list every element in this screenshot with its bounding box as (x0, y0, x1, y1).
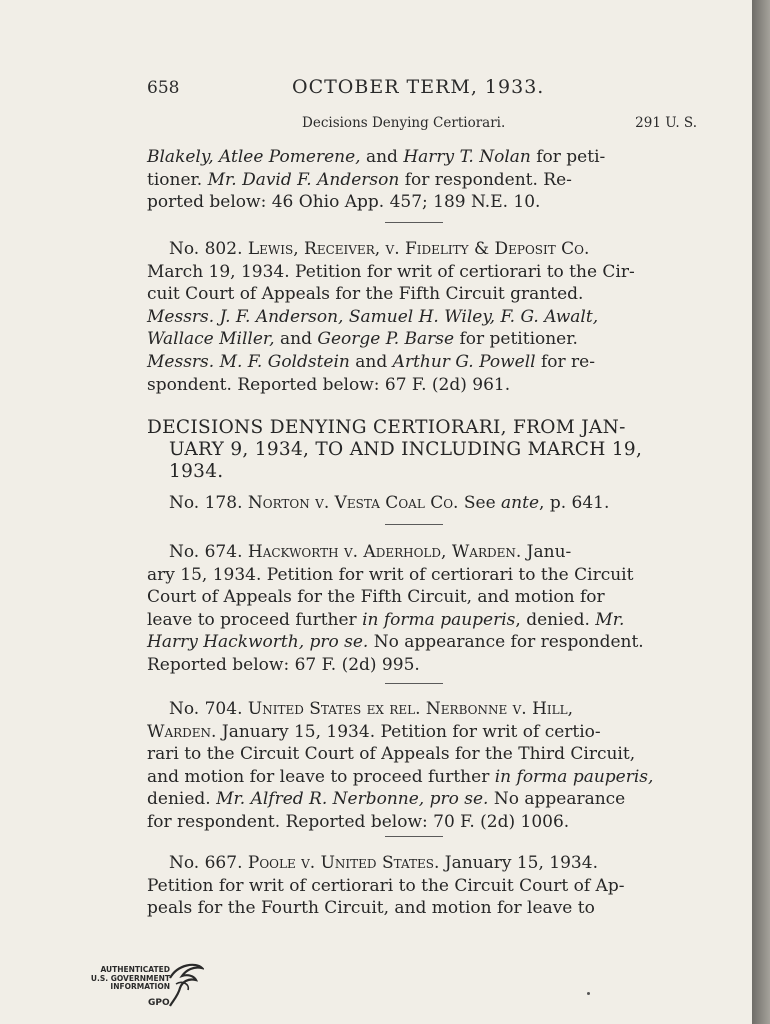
case-entry-178: No. 178. Norton v. Vesta Coal Co. See ante, p. 641. (169, 493, 610, 513)
case-entry-802: No. 802. Lewis, Receiver, v. Fidelity & Deposit Co. March 19, 1934. Petition for writ of certiorari to the Cir- cuit Court of Appeals for the Fifth Circuit granted. Messrs. J. F. Anderson, Samuel H. Wiley, F. G. Awalt, Wallace Miller, and George P. Barse for petitioner. Messrs. M. F. Goldstein and Arthur G. Powell for re- spondent. Reported below: 67 F. (2d) 961. (147, 239, 635, 395)
speck (587, 992, 590, 995)
paragraph-continuation: Blakely, Atlee Pomerene, and Harry T. Nolan for peti- tioner. Mr. David F. Anderson for respondent. Re- ported below: 46 Ohio App. 457; 189 N.E. 10. (147, 147, 606, 213)
eagle-icon (168, 962, 204, 1008)
divider (385, 222, 443, 223)
divider (385, 836, 443, 837)
page-number: 658 (147, 78, 180, 98)
running-header (147, 76, 697, 106)
volume-citation: 291 U. S. (635, 115, 697, 131)
term-title: OCTOBER TERM, 1933. (292, 76, 545, 98)
divider (385, 524, 443, 525)
page-edge (752, 0, 770, 1024)
section-heading: DECISIONS DENYING CERTIORARI, FROM JAN- UARY 9, 1934, TO AND INCLUDING MARCH 19, 1934. (147, 417, 643, 482)
running-subheader (147, 115, 697, 135)
case-entry-674: No. 674. Hackworth v. Aderhold, Warden. Janu- ary 15, 1934. Petition for writ of certiorari to the Circuit Court of Appeals for the Fifth Circuit, and motion for leave to proceed further in forma pauperis, denied. Mr. Harry Hackworth, pro se. No appearance for respondent. Reported below: 67 F. (2d) 995. (147, 542, 644, 675)
section-title: Decisions Denying Certiorari. (302, 115, 506, 131)
case-entry-704: No. 704. United States ex rel. Nerbonne v. Hill, Warden. January 15, 1934. Petition for writ of certio- rari to the Circuit Court of Appeals for the Third Circuit, and motion for leave to proceed further in forma pauperis, denied. Mr. Alfred R. Nerbonne, pro se. No appearance for respondent. Reported below: 70 F. (2d) 1006. (147, 699, 654, 832)
gpo-authentication-logo: AUTHENTICATED U.S. GOVERNMENT INFORMATION GPO (70, 962, 210, 1014)
case-entry-667: No. 667. Poole v. United States. January 15, 1934. Petition for writ of certiorari to the Circuit Court of Ap- peals for the Fourth Circuit, and motion for leave to (147, 853, 625, 919)
divider (385, 683, 443, 684)
